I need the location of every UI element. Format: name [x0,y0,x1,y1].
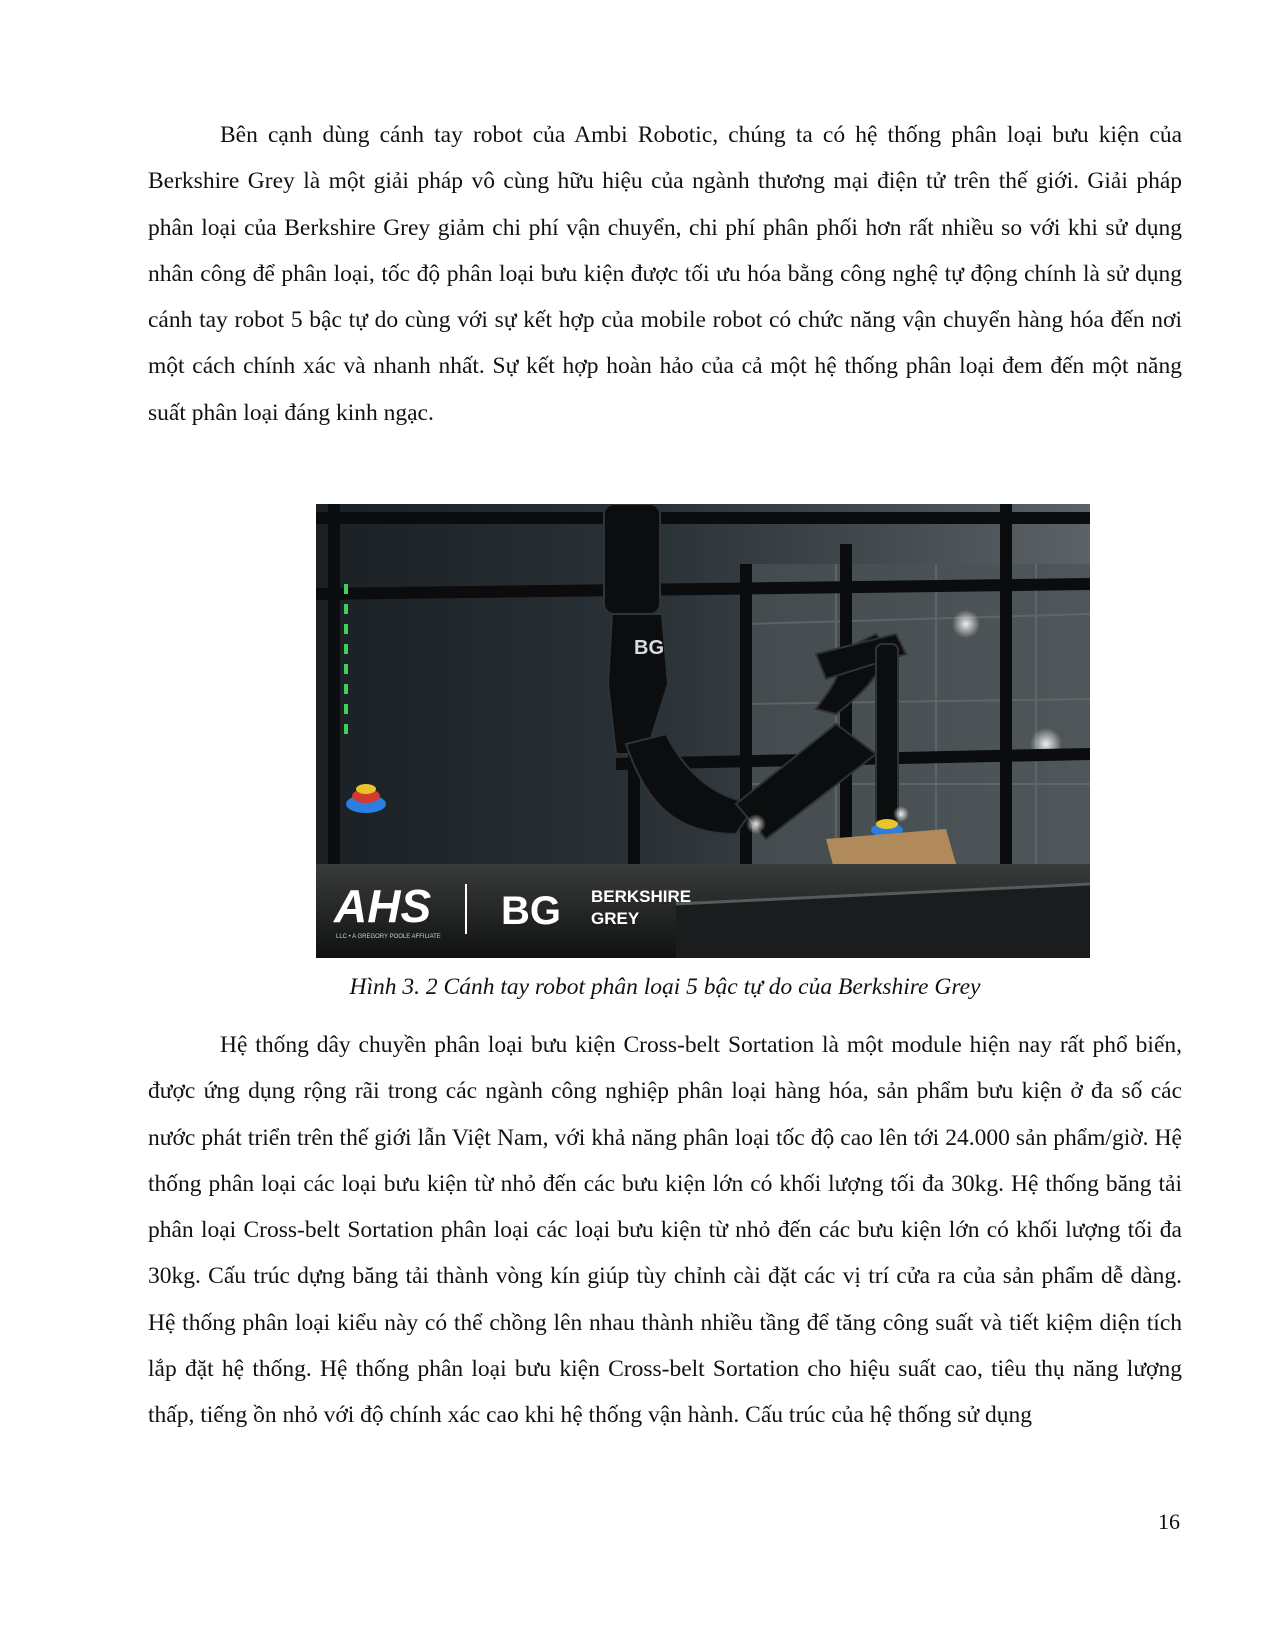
paragraph-intro: Bên cạnh dùng cánh tay robot của Ambi Robotic, chúng ta có hệ thống phân loại bưu kiện của Berkshire Grey là một giải pháp vô cùng hữu hiệu của ngành thương mại điện tử trên thế giới. Giải pháp phân loại của Berkshire Grey giảm chi phí vận chuyển, chi phí phân phối hơn rất nhiều so với khi sử dụng nhân công để phân loại, tốc độ phân loại bưu kiện được tối ưu hóa bằng công nghệ tự động chính là sử dụng cánh tay robot 5 bậc tự do cùng với sự kết hợp của mobile robot có chức năng vận chuyển hàng hóa đến nơi một cách chính xác và nhanh nhất. Sự kết hợp hoàn hảo của cả một hệ thống phân loại đem đến một năng suất phân loại đáng kinh ngạc. [148,122,1182,426]
robot-arm-photo [316,504,1090,958]
figure-robot-arm-photo [316,504,1090,958]
logo-ahs [333,880,441,940]
logo-grey-text: GREY [591,909,640,928]
logo-berkshire-text: BERKSHIRE [591,887,692,906]
figure-caption: Hình 3. 2 Cánh tay robot phân loại 5 bậc tự do của Berkshire Grey [349,974,981,1000]
paragraph-cross-belt: Hệ thống dây chuyền phân loại bưu kiện Cross-belt Sortation là một module hiện nay rất phổ biến, được ứng dụng rộng rãi trong các ngành công nghiệp phân loại hàng hóa, sản phẩm bưu kiện ở đa số các nước phát triển trên thế giới lẫn Việt Nam, với khả năng phân loại tốc độ cao lên tới 24.000 sản phẩm/giờ. Hệ thống phân loại các loại bưu kiện từ nhỏ đến các bưu kiện lớn có khối lượng tối đa 30kg. Hệ thống băng tải phân loại Cross-belt Sortation phân loại các loại bưu kiện từ nhỏ đến các bưu kiện lớn có khối lượng tối đa 30kg. Cấu trúc dựng băng tải thành vòng kín giúp tùy chỉnh cài đặt các vị trí cửa ra của sản phẩm dễ dàng. Hệ thống phân loại kiểu này có thể chồng lên nhau thành nhiều tầng để tăng công suất và tiết kiệm diện tích lắp đặt hệ thống. Hệ thống phân loại bưu kiện Cross-belt Sortation cho hiệu suất cao, tiêu thụ năng lượng thấp, tiếng ồn nhỏ với độ chính xác cao khi hệ thống vận hành. Cấu trúc của hệ thống sử dụng [148,1032,1182,1429]
page-number: 16 [1158,1509,1180,1534]
logo-bg-mark: BG [501,889,561,933]
logo-ahs-text: AHS [334,880,432,932]
svg-text:BG: BG [634,637,664,659]
logo-ahs-subtext: LLC • A GREGORY POOLE AFFILIATE [336,934,441,940]
